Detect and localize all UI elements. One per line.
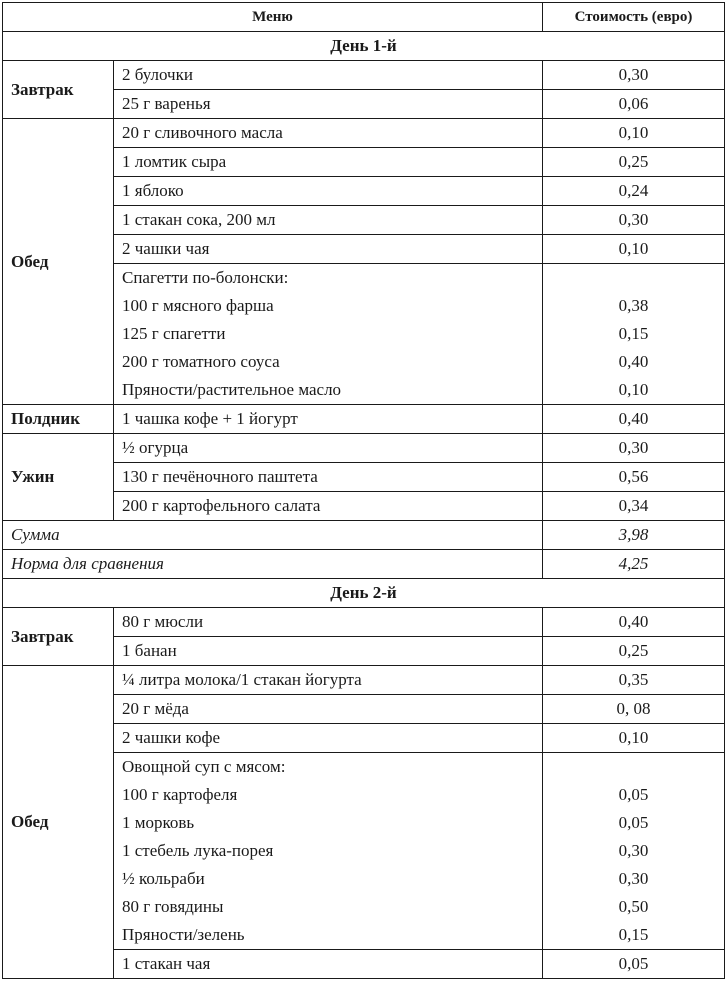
item-price: 0,24: [543, 177, 725, 206]
summary-value: 4,25: [543, 550, 725, 579]
item-price: 0,05: [543, 781, 725, 809]
item-price: 0,40: [543, 405, 725, 434]
menu-item: 1 морковь: [114, 809, 543, 837]
menu-item: 1 стебель лука-порея: [114, 837, 543, 865]
menu-item: ¼ литра молока/1 стакан йогурта: [114, 666, 543, 695]
item-price: 0,30: [543, 837, 725, 865]
menu-item: 80 г говядины: [114, 893, 543, 921]
menu-item: 200 г картофельного салата: [114, 492, 543, 521]
table-row: [3, 119, 725, 148]
item-price: 0,56: [543, 463, 725, 492]
menu-item: Пряности/зелень: [114, 921, 543, 950]
menu-item: 1 чашка кофе + 1 йогурт: [114, 405, 543, 434]
item-price: 0,30: [543, 434, 725, 463]
summary-value: 3,98: [543, 521, 725, 550]
meal-name: Завтрак: [3, 608, 114, 666]
menu-item: Пряности/растительное масло: [114, 376, 543, 405]
summary-label: Норма для сравнения: [3, 550, 543, 579]
menu-item: 2 булочки: [114, 61, 543, 90]
day-title: День 2-й: [3, 579, 725, 608]
item-price: 0,25: [543, 148, 725, 177]
day-title: День 1-й: [3, 32, 725, 61]
menu-item: 1 яблоко: [114, 177, 543, 206]
menu-item: ½ огурца: [114, 434, 543, 463]
meal-name: Обед: [3, 666, 114, 979]
item-price: 0,30: [543, 61, 725, 90]
item-price: 0,40: [543, 348, 725, 376]
menu-item: 80 г мюсли: [114, 608, 543, 637]
menu-item: ½ кольраби: [114, 865, 543, 893]
summary-row: [3, 521, 725, 550]
item-price: 0,10: [543, 376, 725, 405]
item-price: 0, 08: [543, 695, 725, 724]
menu-item: 130 г печёночного паштета: [114, 463, 543, 492]
item-price: 0,40: [543, 608, 725, 637]
table-row: [3, 608, 725, 637]
item-price: 0,15: [543, 320, 725, 348]
menu-item: 200 г томатного соуса: [114, 348, 543, 376]
meal-name: Обед: [3, 119, 114, 405]
item-price: 0,30: [543, 865, 725, 893]
item-price: 0,15: [543, 921, 725, 950]
item-price: 0,10: [543, 724, 725, 753]
menu-item: 2 чашки кофе: [114, 724, 543, 753]
menu-item: 1 стакан сока, 200 мл: [114, 206, 543, 235]
item-price: 0,10: [543, 235, 725, 264]
item-price: 0,50: [543, 893, 725, 921]
item-price: 0,25: [543, 637, 725, 666]
item-price: 0,38: [543, 292, 725, 320]
item-price: [543, 753, 725, 782]
summary-row: [3, 550, 725, 579]
meal-name: Полдник: [3, 405, 114, 434]
summary-label: Сумма: [3, 521, 543, 550]
item-price: 0,35: [543, 666, 725, 695]
menu-item: 20 г мёда: [114, 695, 543, 724]
menu-item: 100 г картофеля: [114, 781, 543, 809]
meal-name: Завтрак: [3, 61, 114, 119]
item-price: 0,30: [543, 206, 725, 235]
cost-column-header: Стоимость (евро): [543, 3, 725, 32]
table-row: [3, 405, 725, 434]
menu-column-header: Меню: [3, 3, 543, 32]
menu-item: 1 ломтик сыра: [114, 148, 543, 177]
menu-item: Спагетти по-болонски:: [114, 264, 543, 293]
menu-item: 1 банан: [114, 637, 543, 666]
item-price: 0,05: [543, 809, 725, 837]
item-price: 0,05: [543, 950, 725, 979]
menu-table-body: [3, 32, 725, 979]
menu-item: 25 г варенья: [114, 90, 543, 119]
table-row: [3, 434, 725, 463]
table-row: [3, 666, 725, 695]
day-header-row: [3, 32, 725, 61]
menu-item: 1 стакан чая: [114, 950, 543, 979]
item-price: 0,34: [543, 492, 725, 521]
item-price: [543, 264, 725, 293]
item-price: 0,10: [543, 119, 725, 148]
menu-cost-table: [2, 2, 725, 979]
item-price: 0,06: [543, 90, 725, 119]
meal-name: Ужин: [3, 434, 114, 521]
table-row: [3, 61, 725, 90]
menu-item: 100 г мясного фарша: [114, 292, 543, 320]
menu-item: 20 г сливочного масла: [114, 119, 543, 148]
day-header-row: [3, 579, 725, 608]
menu-item: 125 г спагетти: [114, 320, 543, 348]
menu-item: Овощной суп с мясом:: [114, 753, 543, 782]
menu-item: 2 чашки чая: [114, 235, 543, 264]
table-header-row: [3, 3, 725, 32]
